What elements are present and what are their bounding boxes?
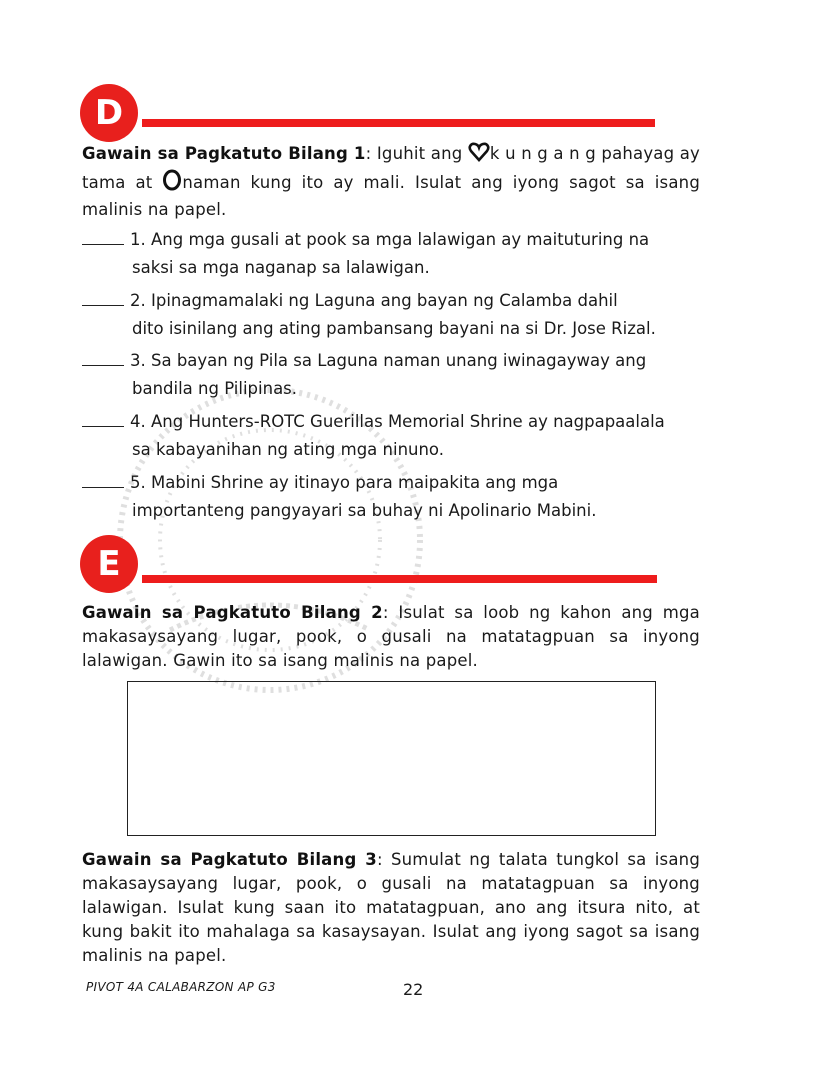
item-3-line1: 3. Sa bayan ng Pila sa Laguna naman unang iwinagayway ang: [130, 351, 647, 370]
list-item: [82, 469, 700, 525]
answer-blank[interactable]: [82, 472, 124, 488]
section-e-badge: [80, 535, 138, 593]
activity1-title: Gawain sa Pagkatuto Bilang 1: [82, 144, 366, 163]
section-d-badge: [80, 84, 138, 142]
answer-blank[interactable]: [82, 350, 124, 366]
section-e-letter: E: [97, 544, 121, 584]
circle-outline-icon: [162, 169, 182, 198]
item-2-line2: dito isinilang ang ating pambansang bayani na si Dr. Jose Rizal.: [132, 319, 656, 338]
item-1-line2: saksi sa mga naganap sa lalawigan.: [132, 258, 430, 277]
activity2-instructions: [82, 601, 700, 673]
item-4-line2: sa kabayanihan ng ating mga ninuno.: [132, 440, 444, 459]
item-3-line2: bandila ng Pilipinas.: [132, 379, 298, 398]
item-2-line1: 2. Ipinagmamalaki ng Laguna ang bayan ng Calamba dahil: [130, 291, 618, 310]
item-1-line1: 1. Ang mga gusali at pook sa mga lalawigan ay maituturing na: [130, 230, 650, 249]
footer-label: PIVOT 4A CALABARZON AP G3: [86, 980, 276, 994]
list-item: [82, 408, 700, 464]
item-5-line2: importanteng pangyayari sa buhay ni Apolinario Mabini.: [132, 501, 597, 520]
activity3-instructions: [82, 848, 700, 968]
activity2-title: Gawain sa Pagkatuto Bilang 2: [82, 603, 383, 622]
section-d-letter: D: [94, 93, 124, 133]
list-item: [82, 287, 700, 343]
activity3-text: : Sumulat ng talata tungkol sa isang makasaysayang lugar, pook, o gusali na matatagpuan sa inyong lalawigan. Isulat kung saan ito matatagpuan, ano ang itsura nito, at kung bakit ito mahalaga sa kasaysayan. Isulat ang iyong sagot sa isang malinis na papel.: [82, 850, 700, 965]
section-d-rule: [142, 119, 655, 127]
page-number: 22: [403, 980, 424, 999]
item-5-line1: 5. Mabini Shrine ay itinayo para maipakita ang mga: [130, 473, 559, 492]
activity1-instr-b: k u n g a n g pahayag ay tama at: [82, 144, 701, 192]
activity1-instructions: [82, 142, 700, 222]
heart-outline-icon: [468, 142, 490, 169]
answer-blank[interactable]: [82, 229, 124, 245]
answer-blank[interactable]: [82, 290, 124, 306]
activity2-text: : Isulat sa loob ng kahon ang mga makasaysayang lugar, pook, o gusali na matatagpuan sa inyong lalawigan. Gawin ito sa isang malinis na papel.: [82, 603, 700, 670]
section-e-rule: [142, 575, 657, 583]
list-item: [82, 226, 700, 282]
answer-box[interactable]: [127, 681, 656, 836]
item-4-line1: 4. Ang Hunters-ROTC Guerillas Memorial Shrine ay nagpapaalala: [130, 412, 665, 431]
activity3-title: Gawain sa Pagkatuto Bilang 3: [82, 850, 377, 869]
list-item: [82, 347, 700, 403]
activity1-instr-a: : Iguhit ang: [365, 144, 463, 163]
answer-blank[interactable]: [82, 411, 124, 427]
activity1-instr-c: naman kung ito ay mali. Isulat ang iyong sagot sa isang malinis na papel.: [82, 173, 700, 219]
